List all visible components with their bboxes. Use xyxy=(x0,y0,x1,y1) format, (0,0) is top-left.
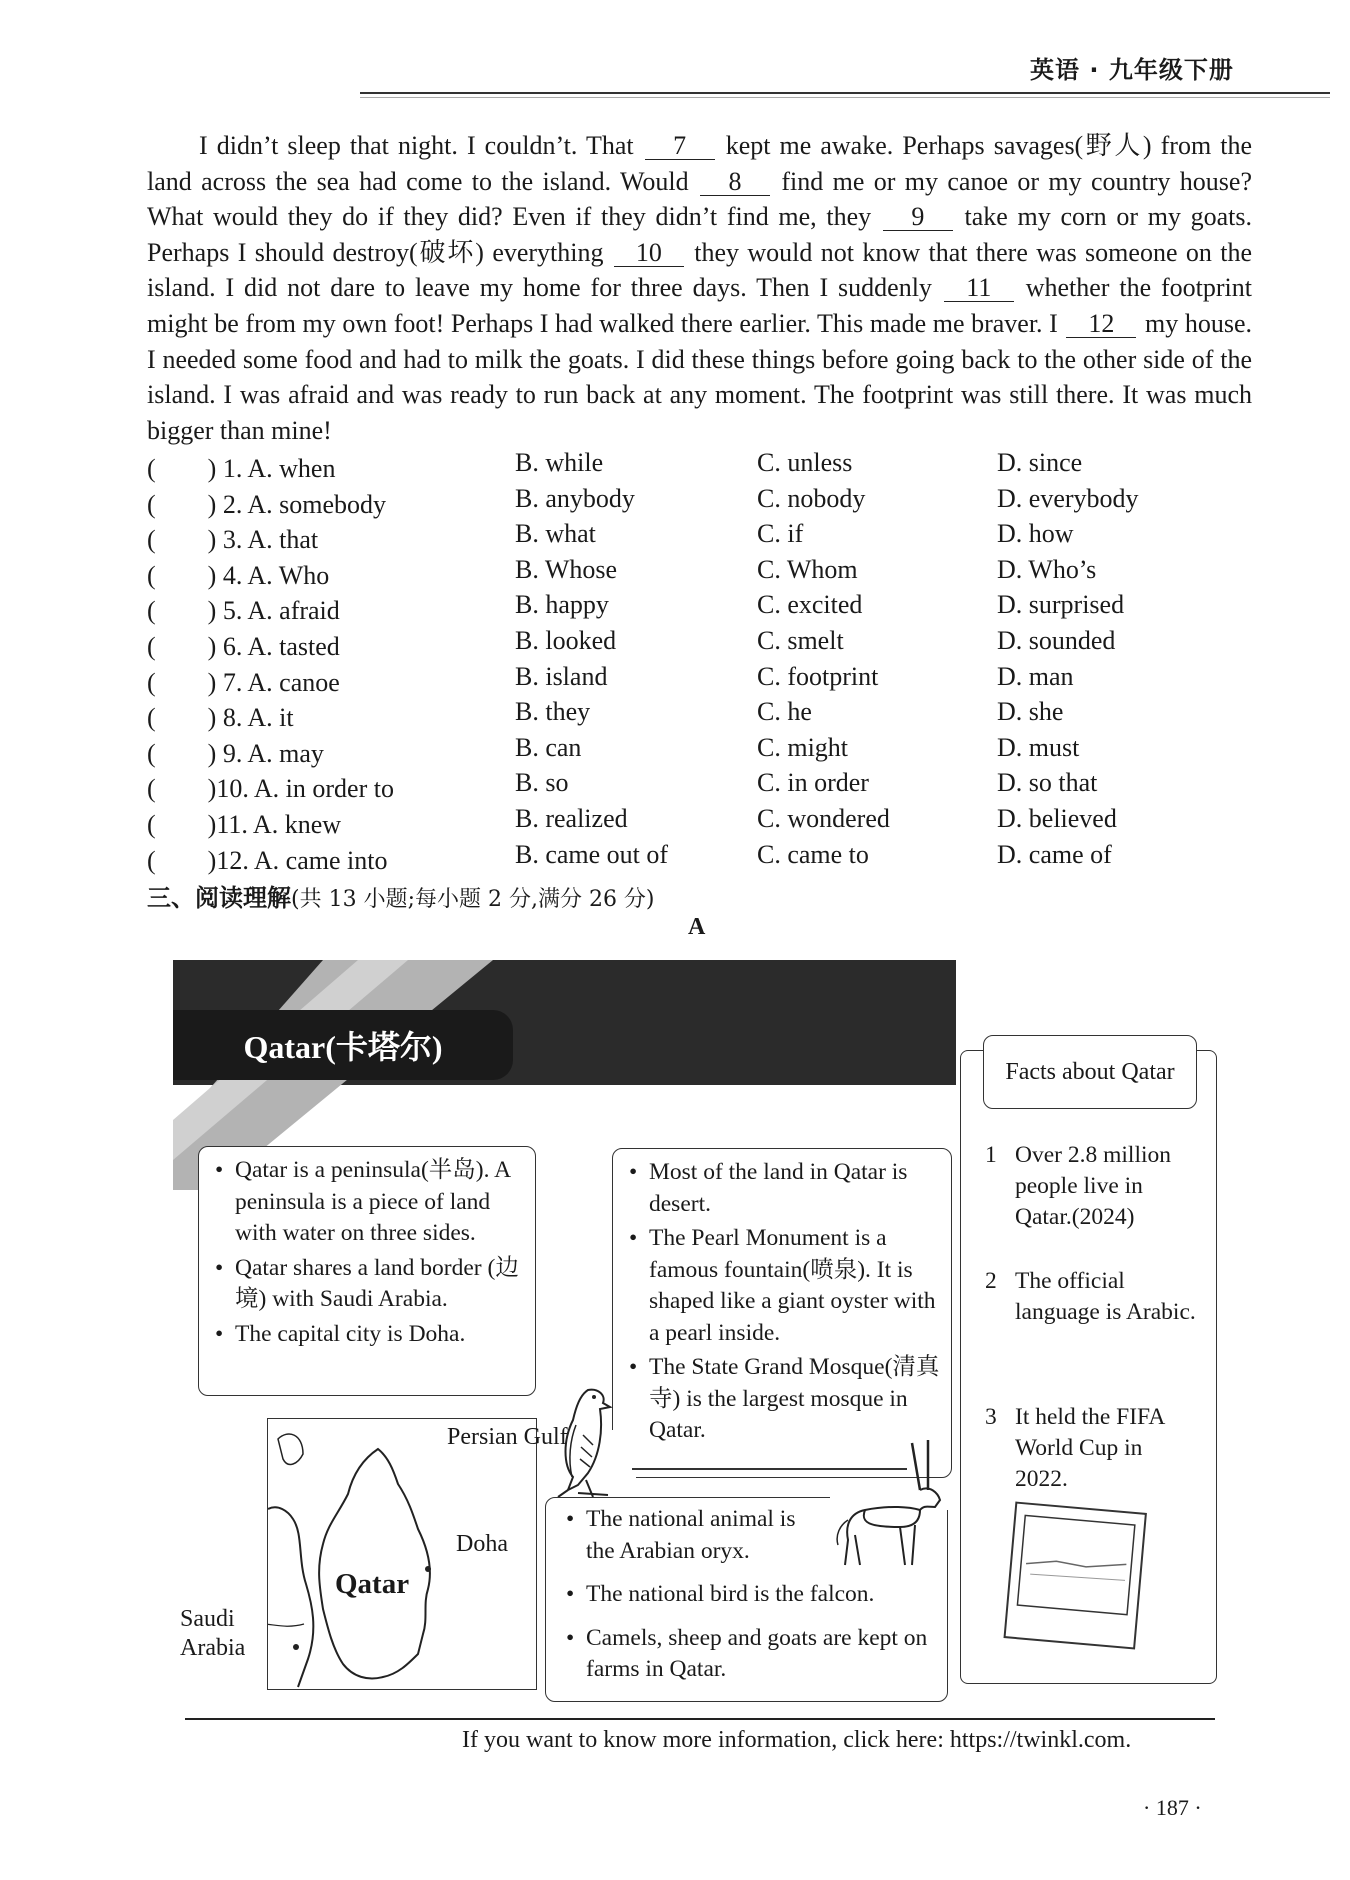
blank-11[interactable]: 11 xyxy=(944,275,1014,302)
section-title: 三、阅读理解(共 13 小题;每小题 2 分,满分 26 分) xyxy=(147,884,655,912)
option-choice[interactable]: C. in order xyxy=(757,768,869,798)
fact-mosque: • The State Grand Mosque(清真寺) is the largest mosque in Qatar. xyxy=(627,1352,945,1447)
fact-item-language: 2 The official language is Arabic. xyxy=(985,1268,1196,1325)
option-choice[interactable]: D. came of xyxy=(997,839,1112,869)
option-choice[interactable]: B. while xyxy=(515,448,604,477)
option-choice[interactable]: D. Who’s xyxy=(997,554,1097,584)
blank-9[interactable]: 9 xyxy=(883,204,953,231)
option-row xyxy=(147,555,1257,591)
map-label-gulf-1: Persian Gulf xyxy=(447,1424,568,1450)
option-row xyxy=(147,804,1257,840)
option-choice[interactable]: B. what xyxy=(515,519,596,549)
blank-12[interactable]: 12 xyxy=(1066,311,1136,338)
map-label-doha: Doha xyxy=(456,1531,508,1557)
option-question: ( ) 5. A. afraid xyxy=(147,596,340,626)
fact-farms: • Camels, sheep and goats are kept on farms in Qatar. xyxy=(564,1623,939,1686)
option-choice[interactable]: D. sounded xyxy=(997,625,1116,655)
oryx-icon xyxy=(820,1435,955,1570)
option-question: ( )11. A. knew xyxy=(147,809,342,839)
option-question: ( )12. A. came into xyxy=(147,845,388,875)
fact-desert: • Most of the land in Qatar is desert. xyxy=(627,1157,945,1220)
page-header-title: 英语 · 九年级下册 xyxy=(1030,56,1234,84)
option-choice[interactable]: C. came to xyxy=(757,839,869,869)
option-choice[interactable]: C. nobody xyxy=(757,483,866,513)
option-choice[interactable]: B. happy xyxy=(515,590,609,620)
option-choice[interactable]: B. anybody xyxy=(515,483,635,513)
options-list xyxy=(147,448,1257,875)
option-question: ( ) 7. A. canoe xyxy=(147,667,340,697)
option-question: ( ) 9. A. may xyxy=(147,738,324,768)
facts-title: Facts about Qatar xyxy=(983,1035,1197,1109)
option-choice[interactable]: B. looked xyxy=(515,625,617,655)
option-row xyxy=(147,733,1257,769)
option-choice[interactable]: B. so xyxy=(515,768,569,798)
option-question: ( ) 6. A. tasted xyxy=(147,631,340,661)
qatar-title: Qatar(卡塔尔) xyxy=(173,1010,513,1080)
fact-pearl-monument: • The Pearl Monument is a famous fountain(喷泉). It is shaped like a giant oyster with a pearl inside. xyxy=(627,1223,945,1349)
option-choice[interactable]: B. realized xyxy=(515,803,628,833)
blank-7[interactable]: 7 xyxy=(645,133,715,160)
option-choice[interactable]: B. island xyxy=(515,661,608,691)
option-choice[interactable]: D. surprised xyxy=(997,590,1125,620)
footer-rule xyxy=(185,1718,1215,1720)
fact-national-animal: • The national animal is the Arabian oryx. xyxy=(564,1504,821,1567)
info-box-landmarks xyxy=(612,1148,952,1478)
option-question: ( ) 8. A. it xyxy=(147,703,294,733)
option-choice[interactable]: B. came out of xyxy=(515,839,669,869)
fact-border: • Qatar shares a land border (边境) with Saudi Arabia. xyxy=(213,1253,525,1316)
fact-capital: • The capital city is Doha. xyxy=(213,1319,525,1351)
option-row xyxy=(147,697,1257,733)
option-choice[interactable]: D. so that xyxy=(997,768,1098,798)
option-row xyxy=(147,590,1257,626)
option-choice[interactable]: D. man xyxy=(997,661,1074,691)
option-question: ( )10. A. in order to xyxy=(147,774,394,804)
blank-8[interactable]: 8 xyxy=(700,169,770,196)
option-choice[interactable]: D. must xyxy=(997,732,1080,762)
fact-item-worldcup: 3 It held the FIFA World Cup in 2022. xyxy=(985,1404,1165,1492)
option-row xyxy=(147,768,1257,804)
option-row xyxy=(147,840,1257,876)
passage-label: A xyxy=(688,914,706,940)
option-choice[interactable]: C. unless xyxy=(757,448,853,477)
option-choice[interactable]: C. smelt xyxy=(757,625,844,655)
option-choice[interactable]: D. believed xyxy=(997,803,1117,833)
photo-frame-icon xyxy=(995,1498,1155,1658)
map-label-saudi: Saudi Arabia xyxy=(180,1606,246,1661)
header-rule-thin xyxy=(360,97,1330,98)
footer-link-text[interactable]: If you want to know more information, click here: https://twinkl.com. xyxy=(462,1727,1132,1753)
option-question: ( ) 1. A. when xyxy=(147,454,336,483)
option-choice[interactable]: D. since xyxy=(997,448,1083,477)
option-choice[interactable]: D. how xyxy=(997,519,1074,549)
option-choice[interactable]: D. everybody xyxy=(997,483,1139,513)
option-choice[interactable]: C. might xyxy=(757,732,849,762)
option-choice[interactable]: C. Whom xyxy=(757,554,858,584)
option-choice[interactable]: B. can xyxy=(515,732,582,762)
page-number: · 187 · xyxy=(1143,1795,1202,1820)
option-choice[interactable]: B. Whose xyxy=(515,554,618,584)
option-choice[interactable]: C. if xyxy=(757,519,804,549)
fact-item-population: 1 Over 2.8 million people live in Qatar.(2024) xyxy=(985,1142,1171,1230)
map-label-qatar: Qatar xyxy=(335,1568,410,1600)
option-row xyxy=(147,484,1257,520)
option-choice[interactable]: C. wondered xyxy=(757,803,890,833)
fact-national-bird: • The national bird is the falcon. xyxy=(564,1579,939,1611)
option-row xyxy=(147,519,1257,555)
option-choice[interactable]: C. excited xyxy=(757,590,863,620)
cloze-passage: I didn’t sleep that night. I couldn’t. That 7 kept me awake. Perhaps savages(野人) from the land across the sea had come to the island. Would 8 find me or my canoe or my country house? What would they do if they did? Even if they didn’t find me, they 9 take my corn or my goats. Perhaps I should destroy(破坏) everything 10 they would not know that there was someone on the island. I did not dare to leave my home for three days. Then I suddenly 11 whether the footprint might be from my own foot! Perhaps I had walked there earlier. This made me braver. I 12 my house. I needed some food and had to milk the goats. I did these things before going back to the other side of the island. I was afraid and was ready to run back at any moment. The footprint was still there. It was much bigger than mine! xyxy=(147,131,1252,445)
fact-peninsula: • Qatar is a peninsula(半岛). A peninsula is a piece of land with water on three sides. xyxy=(213,1155,525,1250)
blank-10[interactable]: 10 xyxy=(614,240,684,267)
info-box-geography xyxy=(198,1146,536,1396)
option-question: ( ) 2. A. somebody xyxy=(147,489,387,519)
option-row xyxy=(147,626,1257,662)
option-choice[interactable]: C. footprint xyxy=(757,661,879,691)
header-rule xyxy=(360,92,1330,94)
option-choice[interactable]: C. he xyxy=(757,697,812,727)
option-choice[interactable]: B. they xyxy=(515,697,591,727)
option-choice[interactable]: D. she xyxy=(997,697,1064,727)
option-question: ( ) 4. A. Who xyxy=(147,560,330,590)
option-row xyxy=(147,448,1257,484)
option-question: ( ) 3. A. that xyxy=(147,525,319,555)
option-row xyxy=(147,662,1257,698)
